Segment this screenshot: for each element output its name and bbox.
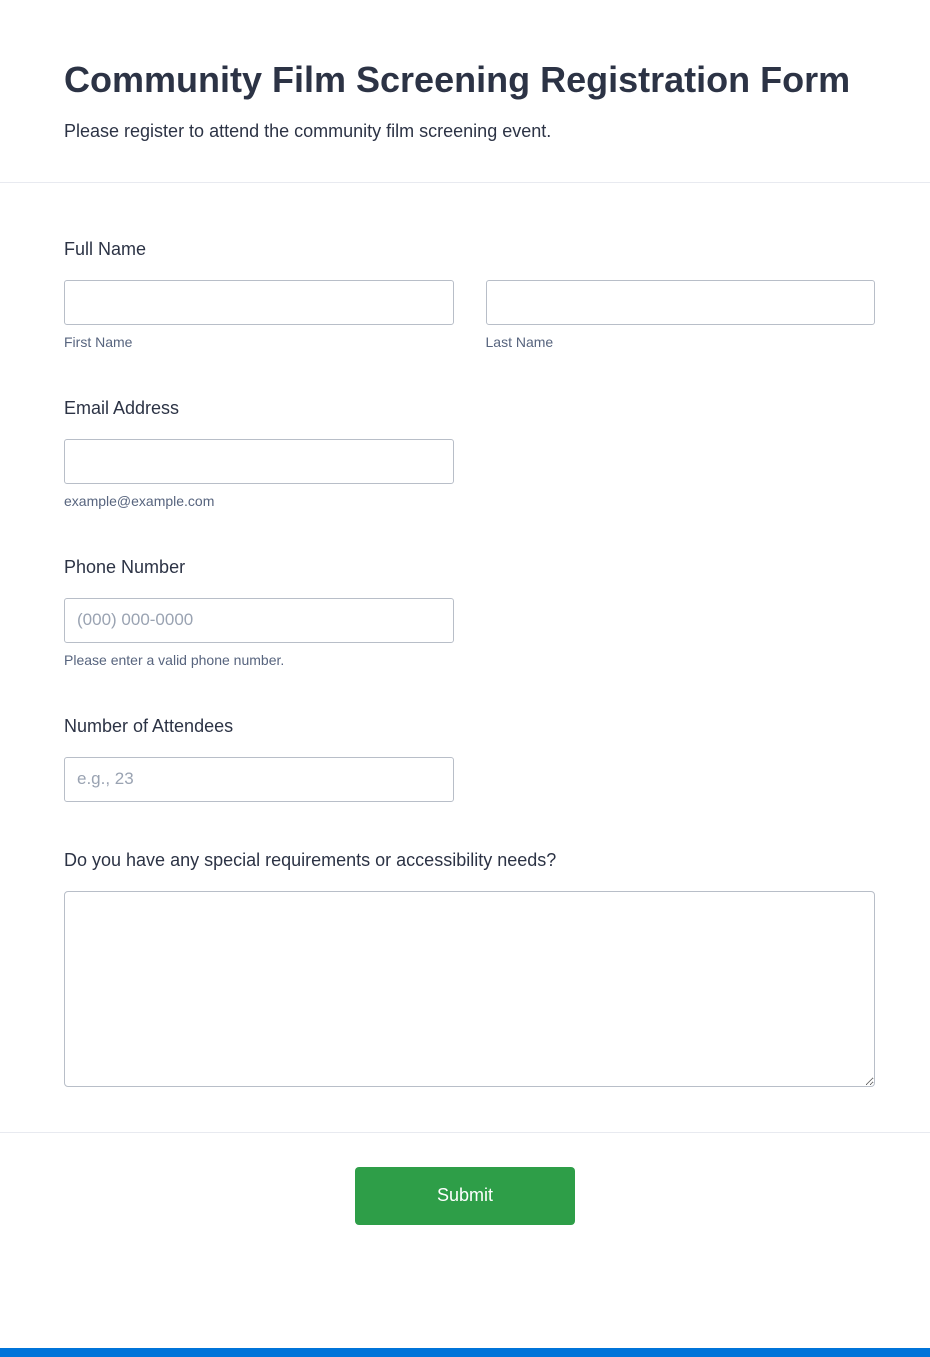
field-special-requirements xyxy=(64,850,875,1092)
attendees-label: Number of Attendees xyxy=(64,715,234,736)
first-name-sublabel: First Name xyxy=(64,333,133,350)
attendees-input[interactable] xyxy=(64,757,454,802)
email-label: Email Address xyxy=(64,397,180,418)
special-requirements-label: Do you have any special requirements or accessibility needs? xyxy=(64,849,557,870)
first-name-input[interactable] xyxy=(64,280,454,325)
email-input[interactable] xyxy=(64,439,454,484)
submit-section xyxy=(0,1132,930,1267)
field-phone xyxy=(64,557,875,668)
special-requirements-textarea[interactable] xyxy=(64,891,875,1087)
email-sublabel: example@example.com xyxy=(64,492,215,509)
submit-button[interactable]: Submit xyxy=(355,1167,575,1225)
phone-input[interactable] xyxy=(64,598,454,643)
first-name-column xyxy=(64,280,454,350)
field-full-name xyxy=(64,239,875,350)
form-body xyxy=(0,183,930,1132)
phone-sublabel: Please enter a valid phone number. xyxy=(64,651,285,668)
form-subtitle: Please register to attend the community film screening event. xyxy=(64,120,552,141)
field-email xyxy=(64,398,875,509)
last-name-input[interactable] xyxy=(486,280,876,325)
last-name-sublabel: Last Name xyxy=(485,333,554,350)
full-name-label: Full Name xyxy=(64,238,147,259)
full-name-row xyxy=(64,280,875,350)
phone-label: Phone Number xyxy=(64,556,186,577)
form-header xyxy=(0,0,930,182)
form-title: Community Film Screening Registration Form xyxy=(64,59,851,100)
last-name-column xyxy=(486,280,876,350)
field-attendees xyxy=(64,716,875,802)
footer-blue-bar xyxy=(0,1348,930,1357)
